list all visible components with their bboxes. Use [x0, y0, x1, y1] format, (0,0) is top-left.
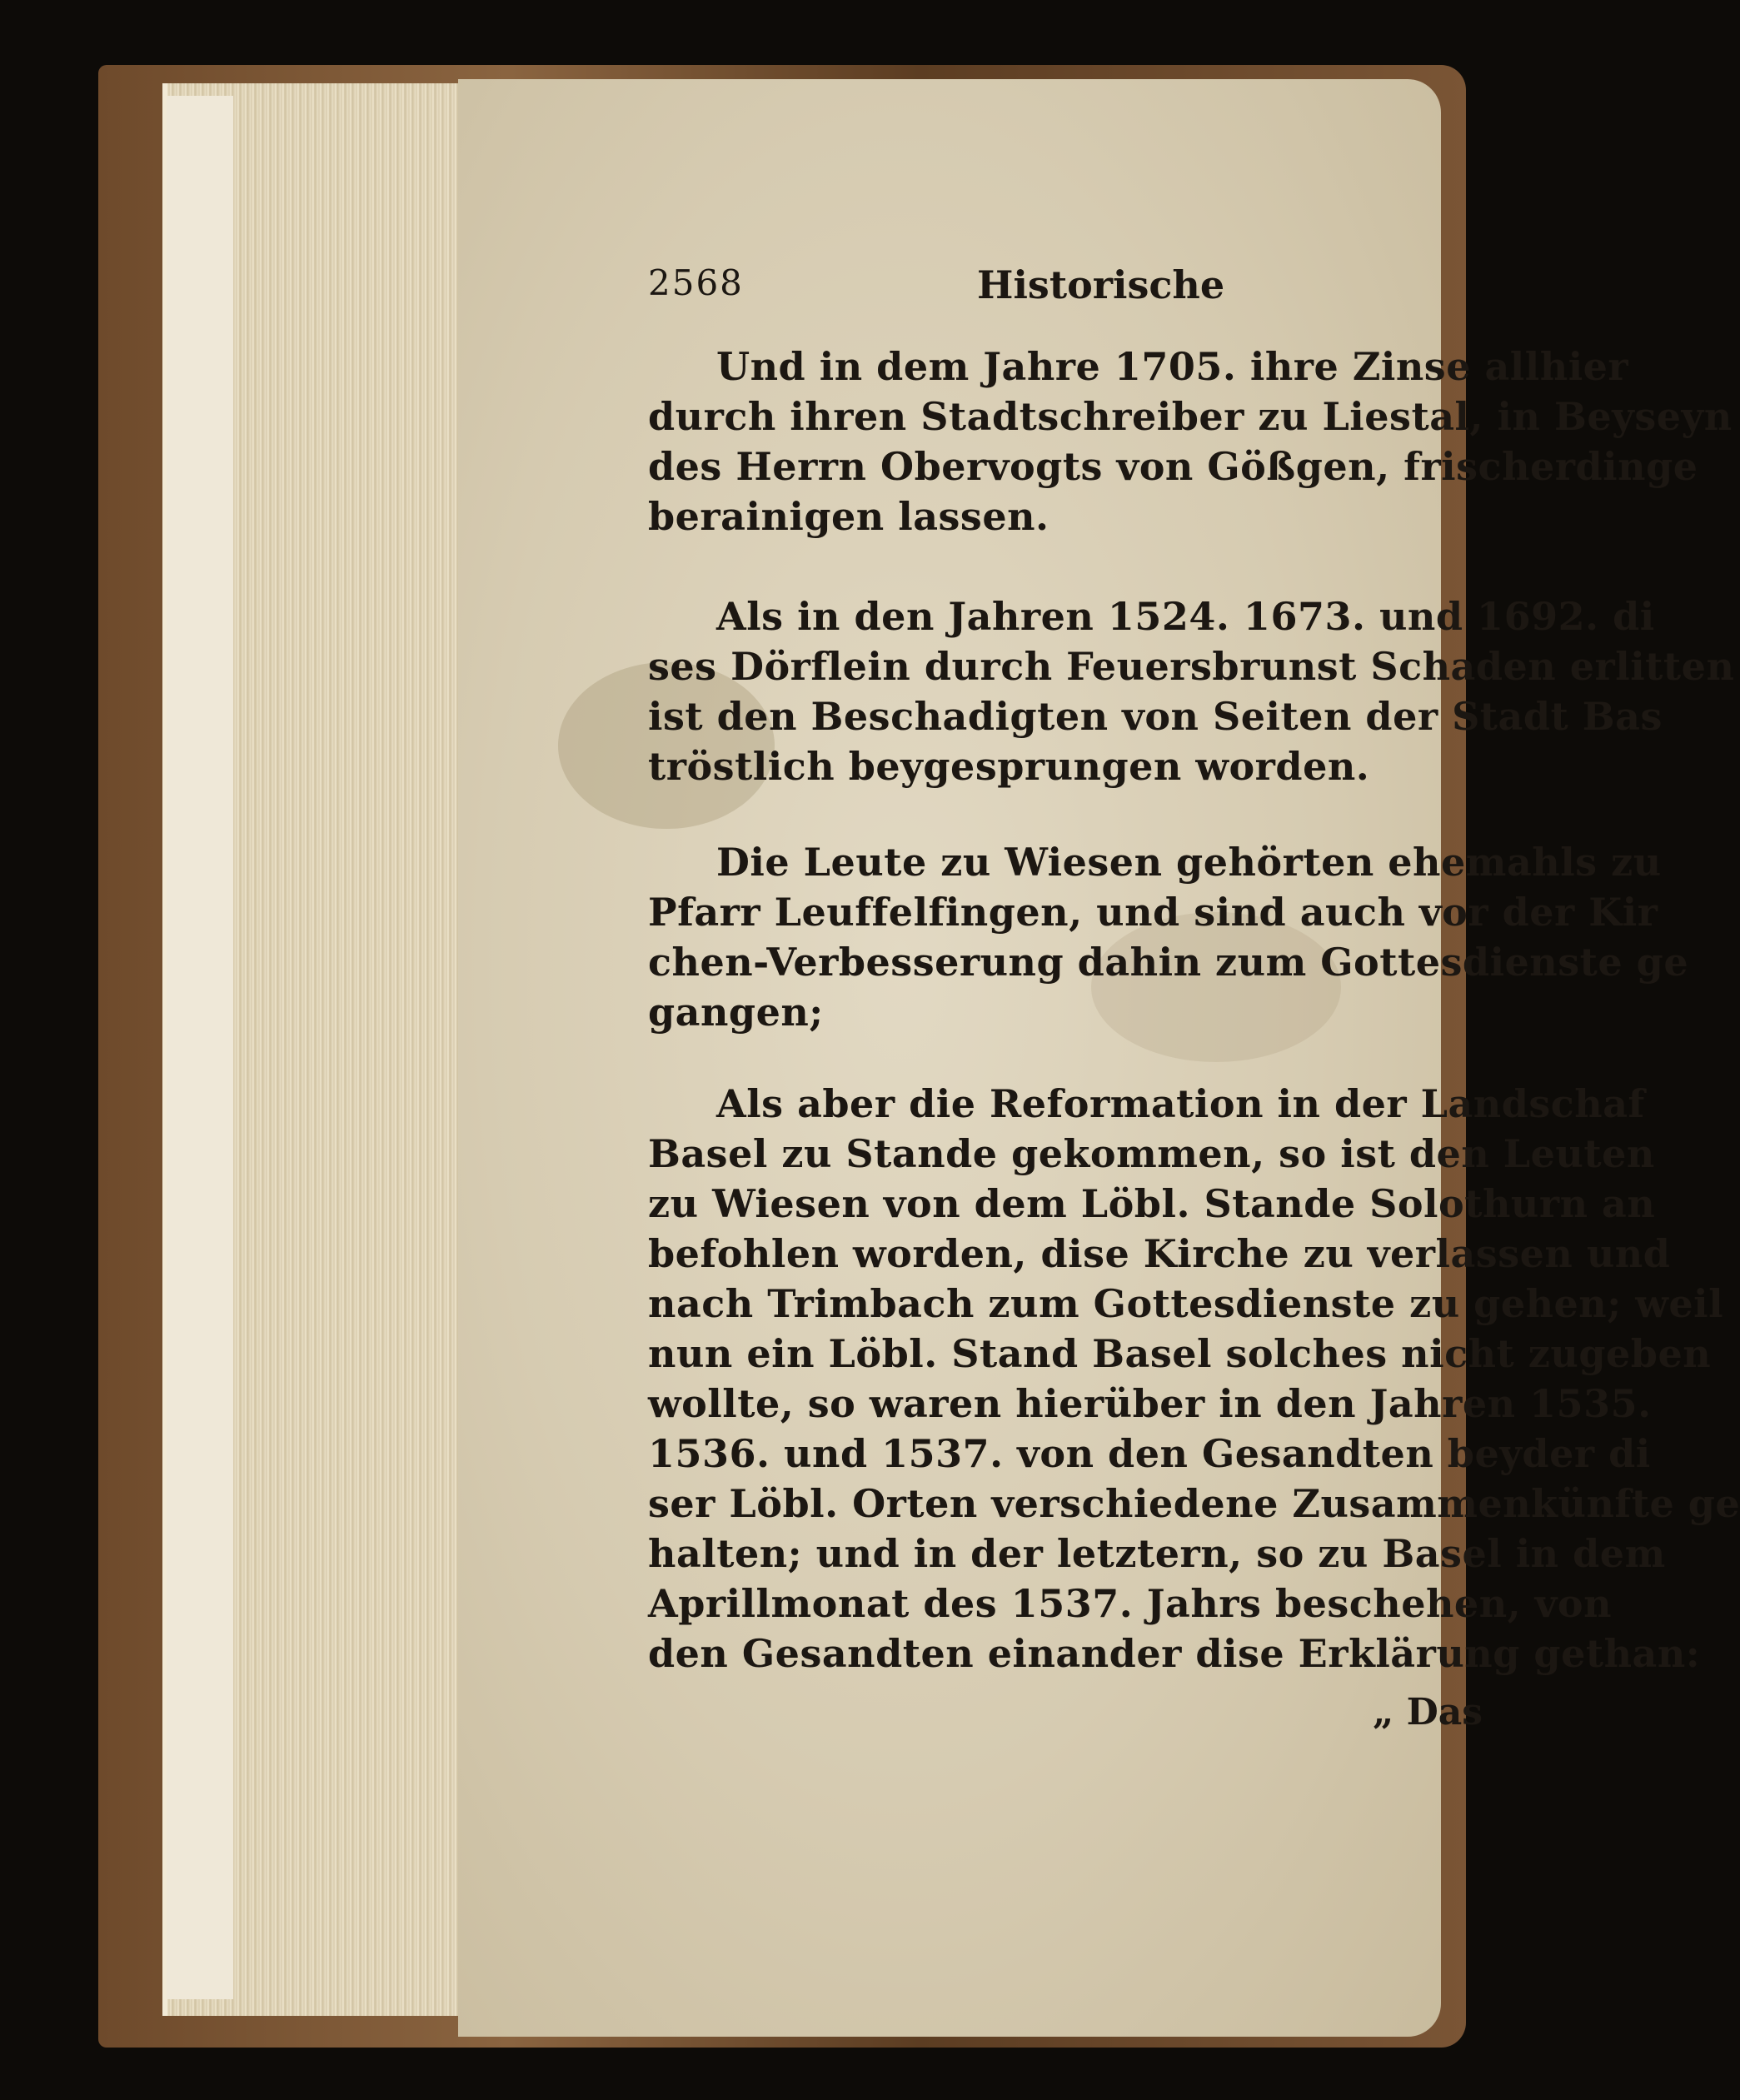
text-line: Pfarr Leuffelfingen, und sind auch vor der Kir — [648, 890, 1658, 935]
paragraph-2 — [648, 591, 1735, 791]
text-line: wollte, so waren hierüber in den Jahren 1535. — [648, 1381, 1652, 1426]
text-line: zu Wiesen von dem Löbl. Stande Solothurn an — [648, 1181, 1656, 1226]
text-line: ist den Beschadigten von Seiten der Stadt Bas — [648, 694, 1663, 739]
text-line: halten; und in der letztern, so zu Basel in dem — [648, 1531, 1666, 1576]
text-line: Die Leute zu Wiesen gehörten ehemahls zu — [716, 840, 1662, 885]
text-line: Basel zu Stande gekommen, so ist den Leuten — [648, 1131, 1655, 1176]
text-line: Als in den Jahren 1524. 1673. und 1692. di — [716, 594, 1655, 639]
running-title: Historische — [977, 262, 1225, 307]
text-line: durch ihren Stadtschreiber zu Liestal, in Beyseyn — [648, 394, 1733, 439]
paragraph-4 — [648, 1079, 1740, 1679]
paragraph-1 — [648, 342, 1733, 541]
page-header — [648, 262, 1435, 312]
paragraph-3 — [648, 837, 1689, 1037]
text-line: gangen; — [648, 990, 824, 1035]
text-line: 1536. und 1537. von den Gesandten beyder di — [648, 1431, 1651, 1476]
catchword: „ Das — [1373, 1691, 1483, 1733]
text-line: Aprillmonat des 1537. Jahrs beschehen, von — [648, 1581, 1613, 1626]
page-number: 2568 — [648, 262, 744, 303]
text-line: des Herrn Obervogts von Gößgen, frischerdinge — [648, 444, 1698, 489]
text-line: nun ein Löbl. Stand Basel solches nicht zugeben — [648, 1331, 1712, 1376]
text-line: ses Dörflein durch Feuersbrunst Schaden erlitten — [648, 644, 1735, 689]
text-line: nach Trimbach zum Gottesdienste zu gehen; weil — [648, 1281, 1724, 1326]
text-line: chen-Verbesserung dahin zum Gottesdienste ge — [648, 940, 1689, 985]
text-line: berainigen lassen. — [648, 494, 1049, 539]
text-line: tröstlich beygesprungen worden. — [648, 744, 1370, 789]
text-line: Und in dem Jahre 1705. ihre Zinse allhier — [716, 344, 1629, 389]
text-line: befohlen worden, dise Kirche zu verlassen und — [648, 1231, 1671, 1276]
text-line: den Gesandten einander dise Erklärung gethan: — [648, 1631, 1701, 1676]
text-line: ser Löbl. Orten verschiedene Zusammenkünfte ge — [648, 1481, 1740, 1526]
text-line: Als aber die Reformation in der Landschaf — [716, 1081, 1645, 1126]
flyleaf — [167, 96, 233, 1999]
